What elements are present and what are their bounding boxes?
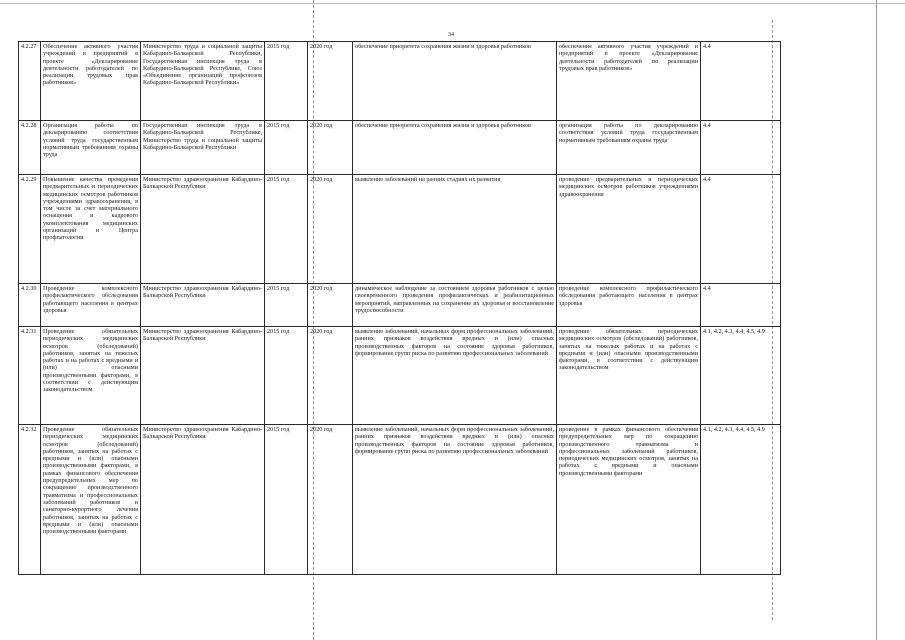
event-name: Проведение комплексного профилактического обследования работающего населения в центрах здоровья	[41, 284, 141, 327]
expected-result: выявление заболеваний, начальных форм профессиональных заболеваний, ранних признаков воздействия вредных и (или) опасных производственных факторов на состояние здоровья работников, формирование групп риска по развитию профессиональных заболеваний	[353, 425, 557, 575]
table-row	[19, 42, 781, 121]
start-year: 2015 год	[265, 284, 308, 327]
start-year: 2015 год	[265, 175, 308, 284]
indicator-link: 4.1, 4.2, 4.3, 4.4, 4.5, 4.9	[701, 425, 781, 575]
end-year: 2020 год	[308, 425, 353, 575]
measures-table	[18, 41, 781, 575]
row-number: 4.2.30	[19, 284, 41, 327]
table-row	[19, 425, 781, 575]
expected-result: динамическое наблюдение за состоянием здоровья работников с целью своевременного проведения профилактических и реабилитационных мероприятий, направленных на сохранение их здоровья и восстановление трудоспособности	[353, 284, 557, 327]
event-name: Проведение обязательных периодических медицинских осмотров (обследований) работников, занятых на работах с вредными и (или) опасными производственными факторами, в рамках финансового обеспечения предупредительных мер по сокращению производственного травматизма и профессиональных заболеваний работников и санаторно-курортного лечения работников, занятых на работах с вредными и (или) опасными производственными факторами	[41, 425, 141, 575]
executor: Министерство здравоохранения Кабардино-Балкарской Республики	[141, 425, 265, 575]
end-year: 2020 год	[308, 284, 353, 327]
event-name: Организация работы по декларированию соответствия условий труда государственным нормативным требованиям охраны труда	[41, 121, 141, 175]
start-year: 2015 год	[265, 121, 308, 175]
expected-result: обеспечение приоритета сохранения жизни и здоровья работников	[353, 121, 557, 175]
indicator-link: 4.4	[701, 175, 781, 284]
executor: Министерство труда и социальной защиты Кабардино-Балкарской Республики, Государственная инспекция труда в Кабардино-Балкарской Республике, Союз «Объединение организаций профсоюзов Кабардино-Балкарской Республики»	[141, 42, 265, 121]
row-number: 4.2.28	[19, 121, 41, 175]
executor: Министерство здравоохранения Кабардино-Балкарской Республики	[141, 175, 265, 284]
table-row	[19, 121, 781, 175]
page-number: 34	[448, 32, 454, 38]
end-year: 2020 год	[308, 327, 353, 425]
expected-result: обеспечение приоритета сохранения жизни и здоровья работников	[353, 42, 557, 121]
indicator-link: 4.4	[701, 284, 781, 327]
row-number: 4.2.29	[19, 175, 41, 284]
event-name: Проведение обязательных периодических медицинских осмотров (обследований) работников, занятых на тяжелых работах и на работах с вредными и (или) опасными производственными факторами, в соответствии с действующим законодательством	[41, 327, 141, 425]
end-year: 2020 год	[308, 42, 353, 121]
row-number: 4.2.32	[19, 425, 41, 575]
table-row	[19, 284, 781, 327]
scan-edge-right	[876, 0, 877, 640]
consequences: проведение комплексного профилактического обследования работающего населения в центрах здоровья	[557, 284, 701, 327]
end-year: 2020 год	[308, 121, 353, 175]
executor: Министерство здравоохранения Кабардино-Балкарской Республики	[141, 327, 265, 425]
consequences: проведение предварительных и периодических медицинских осмотров работников учреждениями здравоохранения	[557, 175, 701, 284]
start-year: 2015 год	[265, 327, 308, 425]
executor: Министерство здравоохранения Кабардино-Балкарской Республики	[141, 284, 265, 327]
indicator-link: 4.4	[701, 42, 781, 121]
start-year: 2015 год	[265, 425, 308, 575]
consequences: проведение в рамках финансового обеспечения предупредительных мер по сокращению производственного травматизма и профессиональных заболеваний работников, периодических медицинских осмотров, занятых на работах с вредными и опасными производственными факторами	[557, 425, 701, 575]
scan-edge-top	[0, 3, 905, 4]
indicator-link: 4.4	[701, 121, 781, 175]
consequences: организация работы по декларированию соответствия условий труда государственным нормативным требованиям охраны труда	[557, 121, 701, 175]
indicator-link: 4.1, 4.2, 4.3, 4.4, 4.5, 4.9	[701, 327, 781, 425]
row-number: 4.2.31	[19, 327, 41, 425]
table-row	[19, 175, 781, 284]
executor: Государственная инспекция труда в Кабардино-Балкарской Республике, Министерство труда и социальной защиты Кабардино-Балкарской Республики	[141, 121, 265, 175]
row-number: 4.2.27	[19, 42, 41, 121]
end-year: 2020 год	[308, 175, 353, 284]
consequences: проведение обязательных периодических медицинских осмотров (обследований) работников, занятых на тяжелых работах и на работах с вредными и (или) опасными производственными факторами, в соответствии с действующим законодательством	[557, 327, 701, 425]
event-name: Повышение качества проведения предварительных и периодических медицинских осмотров работников учреждениями здравоохранения, в том числе за счет материального оснащения и кадрового укомплектования медицинских организаций и Центра профпатологии	[41, 175, 141, 284]
table-body	[19, 42, 781, 575]
expected-result: выявление заболеваний на ранних стадиях их развития	[353, 175, 557, 284]
start-year: 2015 год	[265, 42, 308, 121]
table-row	[19, 327, 781, 425]
consequences: обеспечение активного участия учреждений и предприятий в проекте «Декларирование деятельности работодателей по реализации трудовых прав работников»	[557, 42, 701, 121]
event-name: Обеспечение активного участия учреждений и предприятий в проекте «Декларирование деятельности работодателей по реализации трудовых прав работников»	[41, 42, 141, 121]
expected-result: выявление заболеваний, начальных форм профессиональных заболеваний, ранних признаков воздействия вредных и (или) опасных производственных факторов на состояние здоровья работников, формирование групп риска по развитию профессиональных заболеваний	[353, 327, 557, 425]
